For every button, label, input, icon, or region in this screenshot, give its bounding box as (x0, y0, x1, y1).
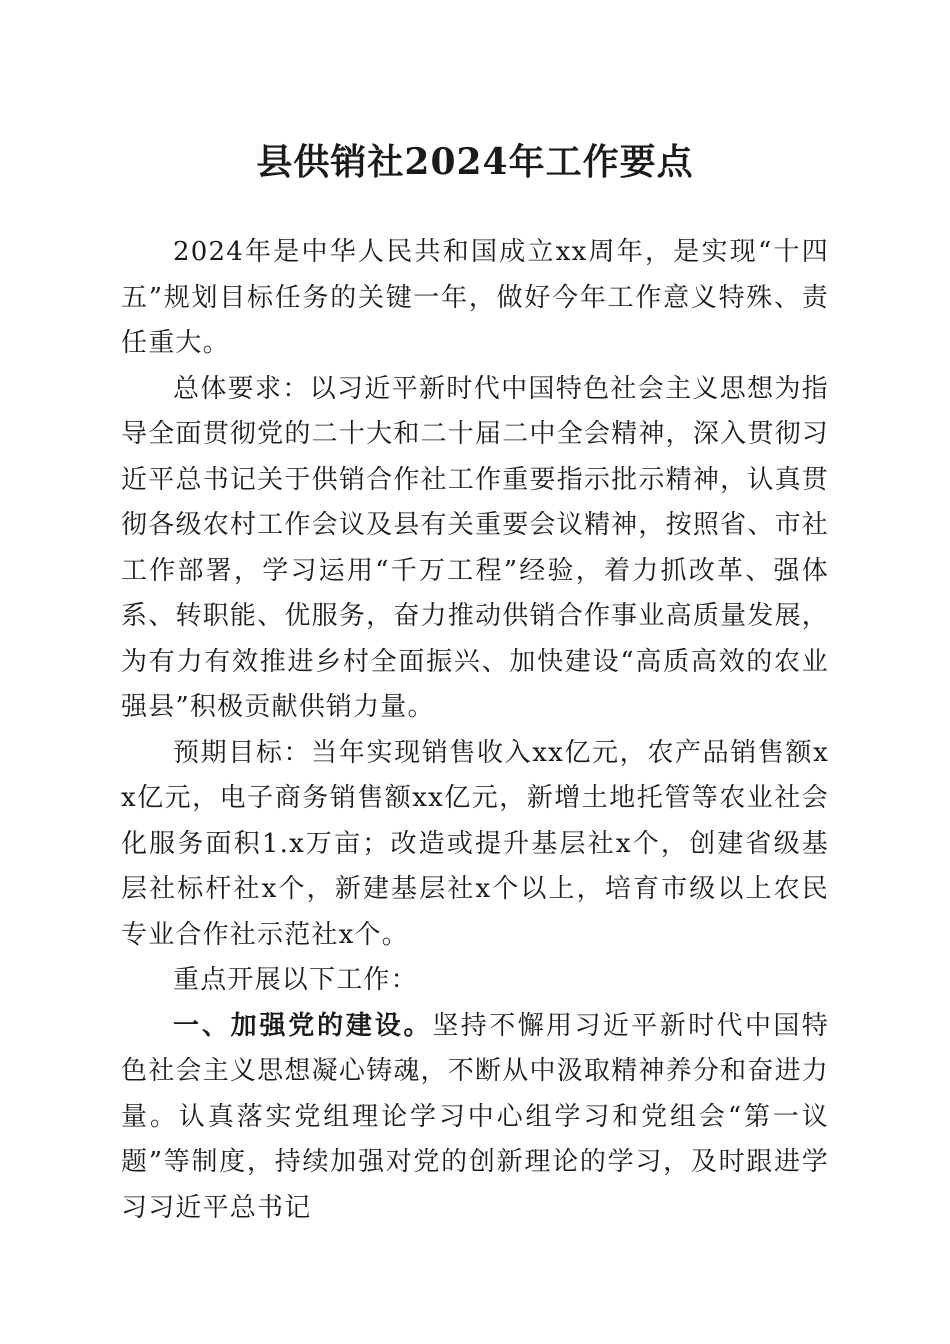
paragraph-key-work-intro (121, 958, 829, 1004)
document-title: 县供销社2024年工作要点 (256, 141, 694, 183)
paragraph-text: 重点开展以下工作： (173, 965, 418, 995)
paragraph-section-one (121, 1004, 829, 1232)
paragraph-text: 2024年是中华人民共和国成立xx周年，是实现“十四五”规划目标任务的关键一年，做好今年工作意义特殊、责任重大。 (121, 237, 829, 358)
paragraph-intro (121, 230, 829, 367)
section-heading: 一、加强党的建设。 (173, 1010, 433, 1041)
paragraph-text: 预期目标：当年实现销售收入xx亿元，农产品销售额xx亿元，电子商务销售额xx亿元，新增土地托管等农业社会化服务面积1.x万亩；改造或提升基层社x个，创建省级基层社标杆社x个，新建基层社x个以上，培育市级以上农民专业合作社示范社x个。 (121, 737, 829, 950)
paragraph-overall-requirements (121, 367, 829, 731)
paragraph-text: 坚持不懈用习近平新时代中国特色社会主义思想凝心铸魂，不断从中汲取精神养分和奋进力量。认真落实党组理论学习中心组学习和党组会“第一议题”等制度，持续加强对党的创新理论的学习，及时跟进学习习近平总书记 (121, 1010, 829, 1223)
document-body (121, 230, 829, 1231)
paragraph-expected-goals (121, 731, 829, 959)
paragraph-text: 总体要求：以习近平新时代中国特色社会主义思想为指导全面贯彻党的二十大和二十届二中全会精神，深入贯彻习近平总书记关于供销合作社工作重要指示批示精神，认真贯彻各级农村工作会议及县有关重要会议精神，按照省、市社工作部署，学习运用“千万工程”经验，着力抓改革、强体系、转职能、优服务，奋力推动供销合作事业高质量发展，为有力有效推进乡村全面振兴、加快建设“高质高效的农业强县”积极贡献供销力量。 (121, 373, 829, 722)
